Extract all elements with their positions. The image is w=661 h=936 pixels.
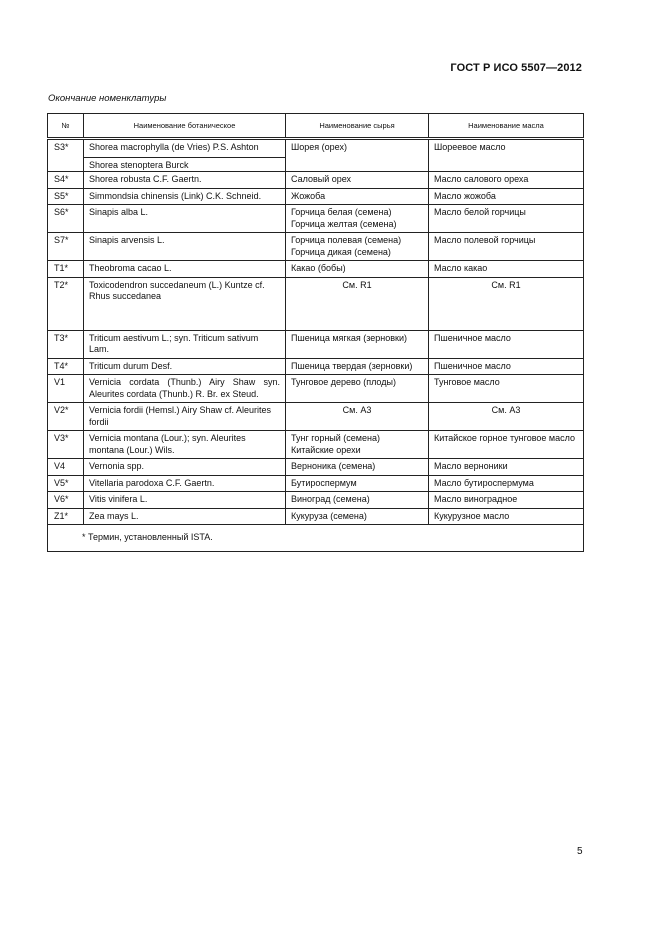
row-raw: Верноника (семена) [286,459,429,476]
row-number: V2* [48,403,84,431]
row-oil: Масло жожоба [429,188,584,205]
column-header-botanical: Наименование ботаническое [84,114,286,139]
row-botanical: Simmondsia chinensis (Link) C.K. Schneid. [84,188,286,205]
table-row [48,431,584,459]
row-oil: Пшеничное масло [429,330,584,358]
row-botanical: Zea mays L. [84,508,286,525]
row-raw: Горчица белая (семена) Горчица желтая (семена) [286,205,429,233]
row-raw: Горчица полевая (семена) Горчица дикая (семена) [286,233,429,261]
row-oil: Масло салового ореха [429,172,584,189]
row-number: V3* [48,431,84,459]
table-row [48,233,584,261]
page-number: 5 [577,846,583,857]
row-botanical: Toxicodendron succedaneum (L.) Kuntze cf. Rhus succedanea [84,277,286,330]
row-oil: Масло бутироспермума [429,475,584,492]
table-row [48,475,584,492]
row-oil: Китайское горное тунговое масло [429,431,584,459]
table-row [48,459,584,476]
row-oil: Тунговое масло [429,375,584,403]
row-raw: Саловый орех [286,172,429,189]
row-botanical: Vitellaria parodoxa C.F. Gaertn. [84,475,286,492]
row-botanical [84,139,286,172]
row-botanical-text: Shorea macrophylla (de Vries) P.S. Ashton [89,142,259,152]
row-raw: Тунг горный (семена) Китайские орехи [286,431,429,459]
table-row [48,508,584,525]
table-row [48,403,584,431]
row-oil: Пшеничное масло [429,358,584,375]
document-id: ГОСТ Р ИСО 5507—2012 [450,62,582,74]
table-row [48,139,584,172]
row-number: V6* [48,492,84,509]
row-raw: Шорея (орех) [286,139,429,172]
row-number: Z1* [48,508,84,525]
row-botanical-text-2: Shorea stenoptera Burck [84,157,285,172]
row-raw: Виноград (семена) [286,492,429,509]
row-oil: Масло какао [429,261,584,278]
row-botanical: Vernonia spp. [84,459,286,476]
row-oil: Кукурузное масло [429,508,584,525]
row-botanical: Sinapis arvensis L. [84,233,286,261]
row-number: V5* [48,475,84,492]
row-oil: Масло виноградное [429,492,584,509]
row-botanical: Vernicia montana (Lour.); syn. Aleurites montana (Lour.) Wils. [84,431,286,459]
row-number: S3* [48,139,84,172]
row-number: T1* [48,261,84,278]
row-raw: Жожоба [286,188,429,205]
table-caption: Окончание номенклатуры [48,93,167,104]
row-raw: Кукуруза (семена) [286,508,429,525]
table-row [48,375,584,403]
column-header-number: № [48,114,84,139]
row-number: V4 [48,459,84,476]
table-row [48,330,584,358]
row-raw: Бутироспермум [286,475,429,492]
row-number: S5* [48,188,84,205]
row-oil: Шореевое масло [429,139,584,172]
row-raw: Какао (бобы) [286,261,429,278]
table-row [48,277,584,330]
row-raw: См. А3 [286,403,429,431]
row-botanical: Theobroma cacao L. [84,261,286,278]
nomenclature-table [47,113,584,552]
row-oil: Масло верноники [429,459,584,476]
table-row [48,188,584,205]
row-oil: Масло полевой горчицы [429,233,584,261]
table-row [48,172,584,189]
row-number: T4* [48,358,84,375]
row-raw: Тунговое дерево (плоды) [286,375,429,403]
row-botanical: Sinapis alba L. [84,205,286,233]
row-botanical: Vernicia cordata (Thunb.) Airy Shaw syn. Aleurites cordata (Thunb.) R. Br. ex Steud. [84,375,286,403]
row-raw: Пшеница мягкая (зерновки) [286,330,429,358]
row-botanical: Shorea robusta C.F. Gaertn. [84,172,286,189]
row-number: T2* [48,277,84,330]
table-footnote-row [48,525,584,552]
row-raw: Пшеница твердая (зерновки) [286,358,429,375]
row-number: T3* [48,330,84,358]
table-header-row [48,114,584,139]
column-header-oil: Наименование масла [429,114,584,139]
row-raw: См. R1 [286,277,429,330]
row-botanical: Vitis vinifera L. [84,492,286,509]
row-number: S6* [48,205,84,233]
row-botanical: Triticum aestivum L.; syn. Triticum sativum Lam. [84,330,286,358]
table-row [48,492,584,509]
table-row [48,261,584,278]
row-botanical: Vernicia fordii (Hemsl.) Airy Shaw cf. Aleurites fordii [84,403,286,431]
row-number: S4* [48,172,84,189]
table-row [48,358,584,375]
row-oil: Масло белой горчицы [429,205,584,233]
row-oil: См. А3 [429,403,584,431]
row-number: V1 [48,375,84,403]
row-oil: См. R1 [429,277,584,330]
row-botanical: Triticum durum Desf. [84,358,286,375]
table-footnote: * Термин, установленный ISTA. [48,525,584,552]
column-header-raw: Наименование сырья [286,114,429,139]
row-number: S7* [48,233,84,261]
table-row [48,205,584,233]
